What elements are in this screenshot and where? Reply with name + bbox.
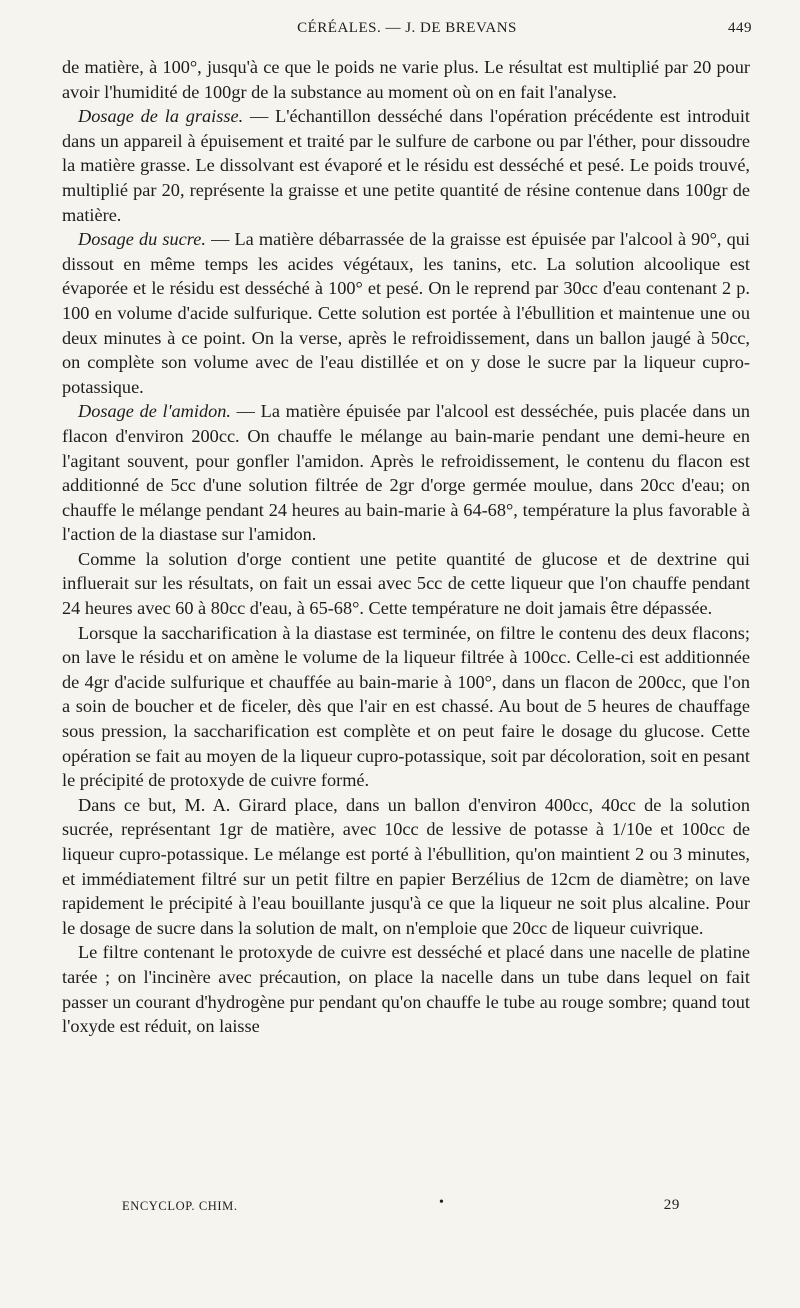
section-heading: Dosage de l'amidon. [78,401,231,422]
paragraph-text: Lorsque la saccharification à la diastase est terminée, on filtre le contenu des deux flacons; on lave le résidu et on amène le volume de la liqueur filtrée à 100cc. Celle-ci est additionnée de 4gr d'acide sulfurique et chauffée au bain-marie à 100°, dans un flacon de 200cc, que l'on a soin de boucher et de ficeler, dès que l'air en est chassé. Au bout de 5 heures de chauffage sous pression, la saccharification est complète et on peut faire le dosage du glucose. Cette opération se fait au moyen de la liqueur cupro-potassique, soit par décoloration, soit en pesant le précipité de protoxyde de cuivre formé. [62,622,750,791]
paragraph-text: Dans ce but, M. A. Girard place, dans un ballon d'environ 400cc, 40cc de la solution sucrée, représentant 1gr de matière, avec 10cc de lessive de potasse à 1/10e et 100cc de liqueur cupro-potassique. Le mélange est porté à l'ébullition, qu'on maintient 2 ou 3 minutes, et immédiatement filtré sur un petit filtre en papier Berzélius de 12cm de diamètre; on lave rapidement le précipité à l'eau bouillante jusqu'à ce que la liqueur ne soit plus alcaline. Pour le dosage de sucre dans la solution de malt, on n'emploie que 20cc de liqueur cuivrique. [62,794,750,938]
footer-mark: • [439,1195,445,1210]
paragraph [62,55,750,104]
body-text [62,55,750,1039]
printer-signature: ENCYCLOP. CHIM. [122,1199,238,1213]
running-title: CÉRÉALES. — J. DE BREVANS [297,20,517,36]
paragraph-text: Comme la solution d'orge contient une petite quantité de glucose et de dextrine qui influerait sur les résultats, on fait un essai avec 5cc de cette liqueur que l'on chauffe pendant 24 heures avec 60 à 80cc d'eau, à 65-68°. Cette température ne doit jamais être dépassée. [62,548,750,619]
paragraph-text: de matière, à 100°, jusqu'à ce que le poids ne varie plus. Le résultat est multiplié par 20 pour avoir l'humidité de 100gr de la substance au moment où on en fait l'analyse. [62,57,750,102]
sheet-number: 29 [663,1197,680,1213]
paragraph-text: — La matière débarrassée de la graisse est épuisée par l'alcool à 90°, qui dissout en même temps les acides végétaux, les tanins, etc. La solution alcoolique est évaporée et le résidu est desséché à 100° et pesé. On le reprend par 30cc d'eau contenant 2 p. 100 en volume d'acide sulfurique. Cette solution est portée à l'ébullition et maintenue une ou deux minutes à ce point. On la verse, après le refroidissement, dans un ballon jaugé à 50cc, on complète son volume avec de l'eau distillée et on y dose le sucre par la liqueur cupro-potassique. [62,229,750,397]
paragraph-text: — La matière épuisée par l'alcool est desséchée, puis placée dans un flacon d'environ 200cc. On chauffe le mélange au bain-marie pendant une demi-heure en l'agitant souvent, pour gonfler l'amidon. Après le refroidissement, le contenu du flacon est additionné de 5cc d'une solution filtrée de 2gr d'orge germée moulue, dans 20cc d'eau; on chauffe le mélange pendant 24 heures au bain-marie à 64-68°, température la plus favorable à l'action de la diastase sur l'amidon. [62,401,750,545]
paragraph [62,227,750,399]
paragraph-text: Le filtre contenant le protoxyde de cuivre est desséché et placé dans une nacelle de platine tarée ; on l'incinère avec précaution, on place la nacelle dans un tube dans lequel on fait passer un courant d'hydrogène pur pendant qu'on chauffe le tube au rouge sombre; quand tout l'oxyde est réduit, on laisse [62,942,750,1037]
section-heading: Dosage du sucre. [78,229,206,250]
paragraph [62,399,750,547]
page-footer [122,1197,680,1217]
running-header [62,20,752,44]
paragraph [62,793,750,941]
paragraph [62,621,750,793]
paragraph [62,547,750,621]
page-number: 449 [728,20,752,36]
paragraph [62,940,750,1038]
paragraph-text: — L'échantillon desséché dans l'opération précédente est introduit dans un appareil à épuisement et traité par le sulfure de carbone ou par l'éther, pour dissoudre la matière grasse. Le dissolvant est évaporé et le résidu est desséché et pesé. Le poids trouvé, multiplié par 20, représente la graisse et une petite quantité de résine contenue dans 100gr de matière. [62,106,750,225]
paragraph [62,104,750,227]
section-heading: Dosage de la graisse. [78,106,244,127]
